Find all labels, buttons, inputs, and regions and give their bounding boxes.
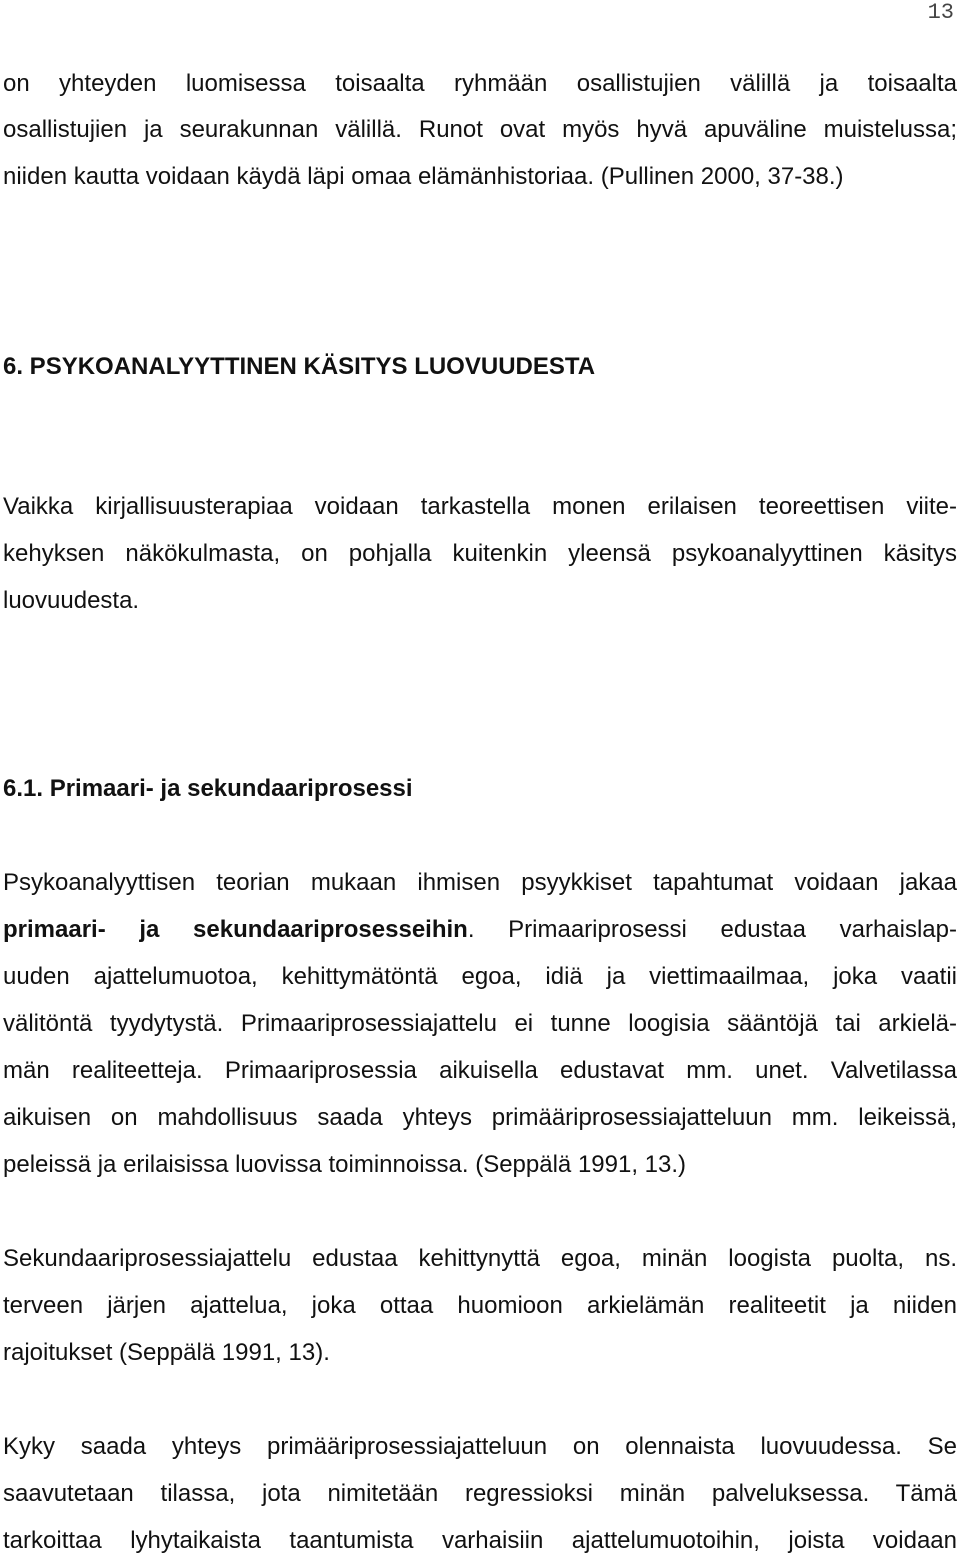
paragraph-line: män realiteetteja. Primaariprosessia aikuisella edustavat mm. unet. Valvetilassa: [3, 1057, 957, 1084]
paragraph-line: Psykoanalyyttisen teorian mukaan ihmisen psyykkiset tapahtumat voidaan jakaa: [3, 869, 957, 896]
paragraph-line: tarkoittaa lyhytaikaista taantumista varhaisiin ajattelumuotoihin, joista voidaan: [3, 1527, 957, 1554]
paragraph-line: uuden ajattelumuotoa, kehittymätöntä egoa, idiä ja viettimaailmaa, joka vaatii: [3, 963, 957, 990]
paragraph-line: [3, 914, 957, 946]
paragraph-line: kehyksen näkökulmasta, on pohjalla kuitenkin yleensä psykoanalyyttinen käsitys: [3, 540, 957, 567]
paragraph-line: on yhteyden luomisessa toisaalta ryhmään osallistujien välillä ja toisaalta: [3, 70, 957, 97]
bold-term: primaari- ja sekundaariprosesseihin: [3, 916, 468, 943]
paragraph-line: saavutetaan tilassa, jota nimitetään regressioksi minän palveluksessa. Tämä: [3, 1480, 957, 1507]
paragraph-text: . Primaariprosessi edustaa varhaislap-: [467, 916, 957, 943]
subsection-heading: 6.1. Primaari- ja sekundaariprosessi: [3, 775, 413, 802]
paragraph-line: peleissä ja erilaisissa luovissa toiminnoissa. (Seppälä 1991, 13.): [3, 1151, 687, 1178]
paragraph-line: välitöntä tyydytystä. Primaariprosessiajattelu ei tunne loogisia sääntöjä tai arkielä-: [3, 1010, 957, 1037]
paragraph-line: aikuisen on mahdollisuus saada yhteys primääriprosessiajatteluun mm. leikeissä,: [3, 1104, 957, 1131]
paragraph-line: niiden kautta voidaan käydä läpi omaa elämänhistoriaa. (Pullinen 2000, 37-38.): [3, 163, 844, 190]
paragraph-line: Vaikka kirjallisuusterapiaa voidaan tarkastella monen erilaisen teoreettisen viite-: [3, 493, 957, 520]
paragraph-line: luovuudesta.: [3, 587, 140, 614]
section-heading: 6. PSYKOANALYYTTINEN KÄSITYS LUOVUUDESTA: [3, 353, 596, 380]
paragraph-line: Sekundaariprosessiajattelu edustaa kehittynyttä egoa, minän loogista puolta, ns.: [3, 1245, 957, 1272]
paragraph-line: terveen järjen ajattelua, joka ottaa huomioon arkielämän realiteetit ja niiden: [3, 1292, 957, 1319]
page-number: 13: [927, 0, 954, 25]
paragraph-line: rajoitukset (Seppälä 1991, 13).: [3, 1339, 330, 1366]
paragraph-line: osallistujien ja seurakunnan välillä. Runot ovat myös hyvä apuväline muistelussa;: [3, 116, 957, 143]
paragraph-line: Kyky saada yhteys primääriprosessiajatteluun on olennaista luovuudessa. Se: [3, 1433, 957, 1460]
